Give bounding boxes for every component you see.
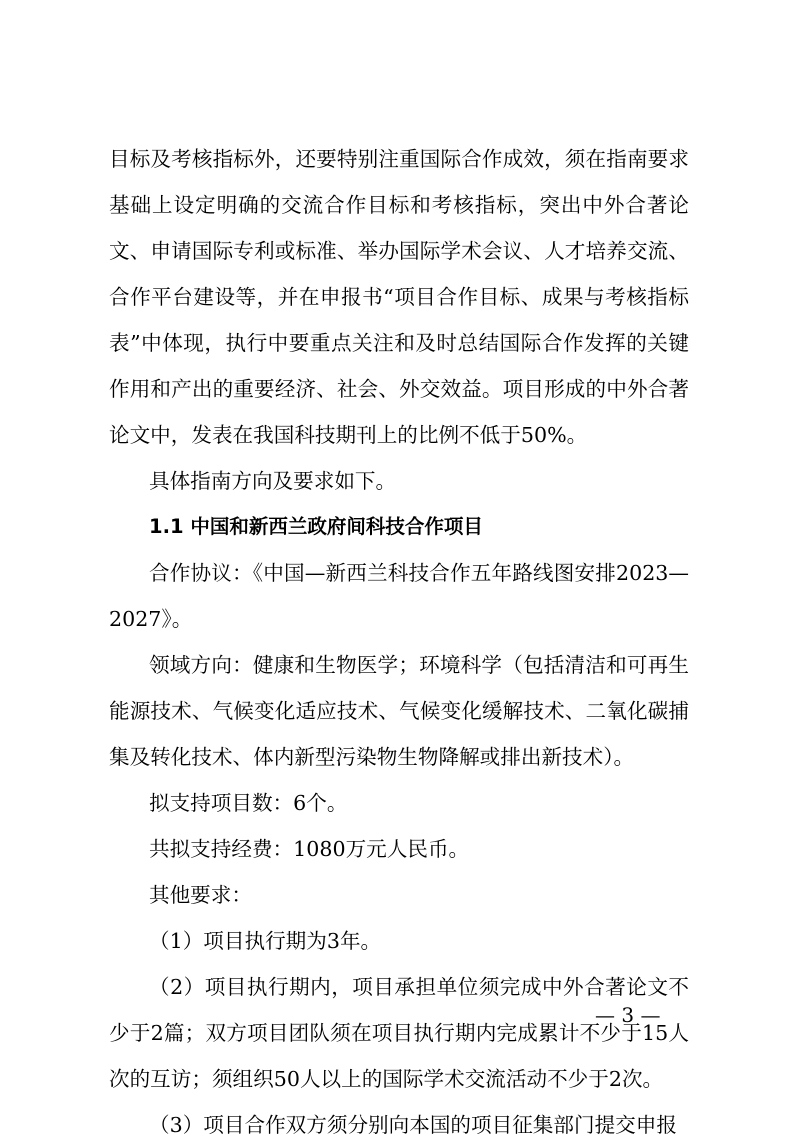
paragraph-other-requirements: 其他要求：	[149, 883, 252, 907]
paragraph-agreement: 合作协议：《中国—新西兰科技合作五年路线图安排2023—2027》。	[109, 561, 689, 631]
requirement-item-1: （1）项目执行期为3年。	[149, 929, 382, 953]
paragraph-fields: 领域方向：健康和生物医学；环境科学（包括清洁和可再生能源技术、气候变化适应技术、气候变化缓解技术、二氧化碳捕集及转化技术、体内新型污染物生物降解或排出新技术）。	[109, 653, 689, 769]
paragraph-guide-intro: 具体指南方向及要求如下。	[149, 469, 397, 493]
page-number: — 3 —	[595, 1003, 661, 1027]
paragraph-funding: 共拟支持经费：1080万元人民币。	[149, 837, 470, 861]
paragraph-continuation: 目标及考核指标外，还要特别注重国际合作成效，须在指南要求基础上设定明确的交流合作目标和考核指标，突出中外合著论文、申请国际专利或标准、举办国际学术会议、人才培养交流、合作平台建设等，并在申报书“项目合作目标、成果与考核指标表”中体现，执行中要重点关注和及时总结国际合作发挥的关键作用和产出的重要经济、社会、外交效益。项目形成的中外合著论文中，发表在我国科技期刊上的比例不低于50%。	[109, 147, 689, 447]
requirement-item-2: （2）项目执行期内，项目承担单位须完成中外合著论文不少于2篇；双方项目团队须在项目执行期内完成累计不少于15人次的互访；须组织50人以上的国际学术交流活动不少于2次。	[109, 975, 689, 1091]
paragraph-project-count: 拟支持项目数：6个。	[149, 791, 348, 815]
requirement-item-3: （3）项目合作双方须分别向本国的项目征集部门提交申报	[149, 1113, 677, 1137]
document-body	[109, 136, 689, 1148]
section-heading: 1.1 中国和新西兰政府间科技合作项目	[149, 515, 483, 538]
